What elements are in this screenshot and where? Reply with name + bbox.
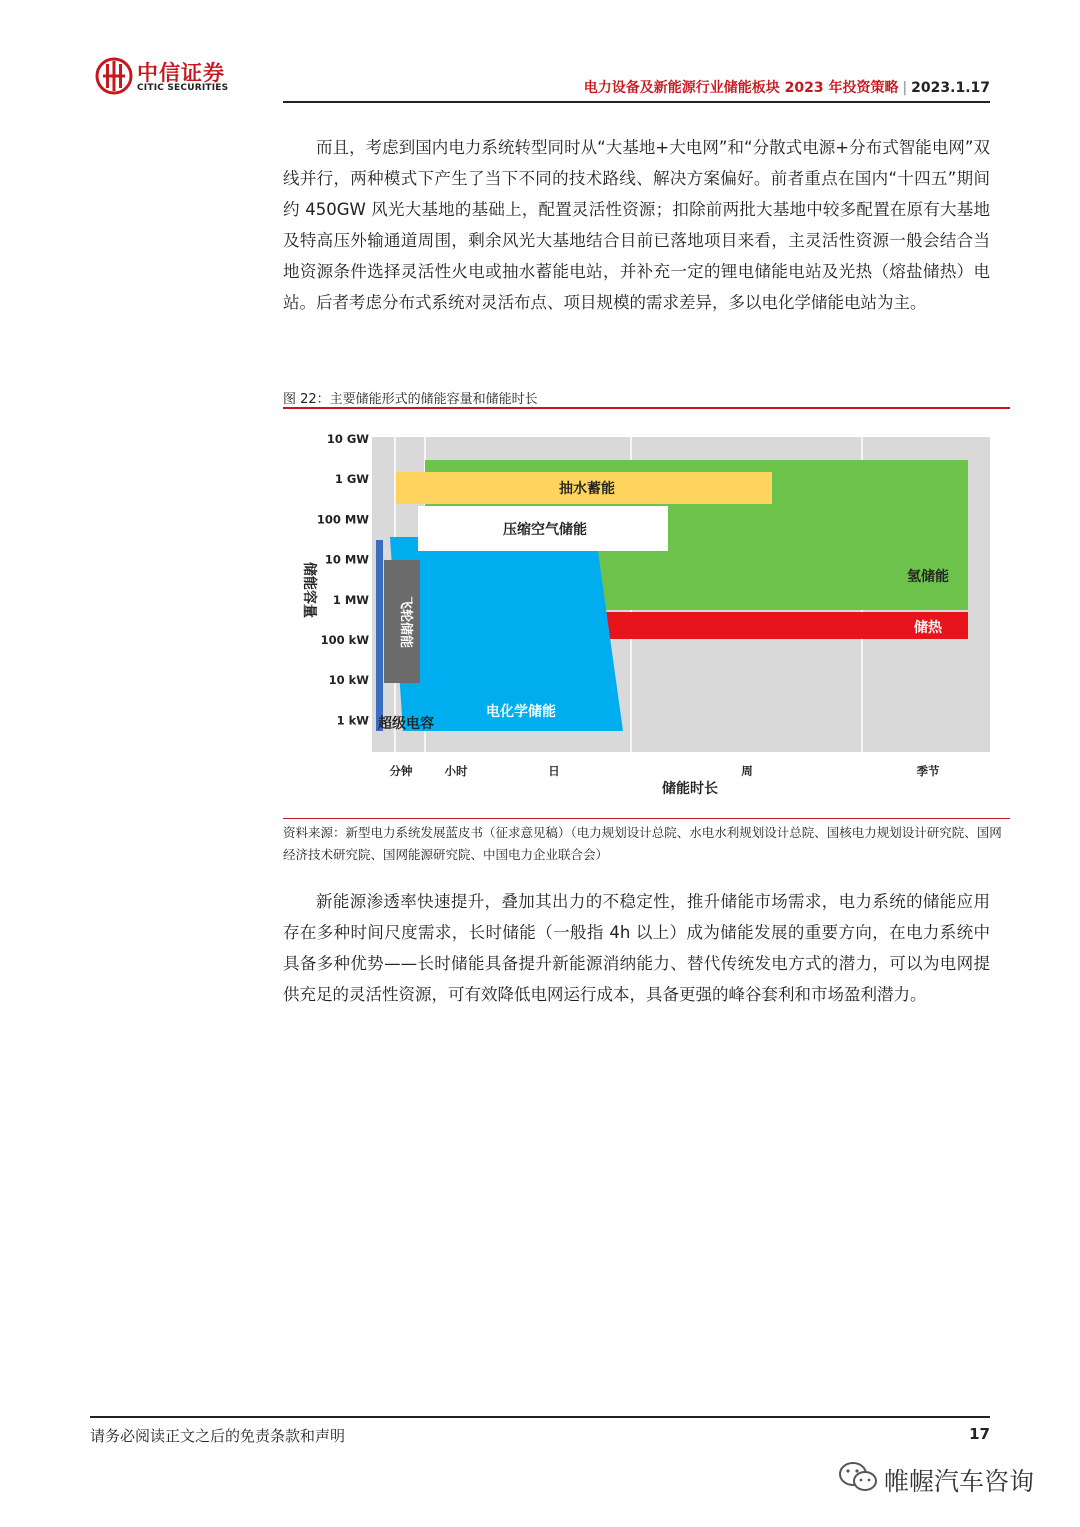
figure-source: 资料来源：新型电力系统发展蓝皮书（征求意见稿）（电力规划设计总院、水电水利规划设计总院、国核电力规划设计研究院、国网经济技术研究院、国网能源研究院、中国电力企业联合会）	[283, 825, 1002, 862]
label-flywheel: 飞轮储能	[398, 595, 413, 649]
brand-name-en: CITIC SECURITIES	[137, 83, 229, 93]
label-compressed-air: 压缩空气储能	[503, 522, 587, 538]
series-supercapacitor	[376, 540, 383, 731]
y-axis-label: 储能容量	[301, 562, 317, 618]
label-hydrogen-storage: 氢储能	[907, 569, 949, 585]
y-tick-label: 1 MW	[332, 592, 369, 607]
body-paragraph-2: 新能源渗透率快速提升，叠加其出力的不稳定性，推升储能市场需求，电力系统的储能应用存在多种时间尺度需求，长时储能（一般指 4h 以上）成为储能发展的重要方向，在电力系统中具备多种优势——长时储能具备提升新能源消纳能力、替代传统发电方式的潜力，可以为电网提供充足的灵活性资源，可有效降低电网运行成本，具备更强的峰谷套利和市场盈利潜力。	[283, 892, 990, 1004]
wechat-icon	[838, 1460, 880, 1494]
series-electrochemical	[390, 537, 623, 731]
x-tick-label: 分钟	[389, 764, 413, 778]
series-pumped-hydro	[396, 472, 772, 504]
y-tick-label: 100 MW	[316, 512, 369, 527]
watermark-text: 帷幄汽车咨询	[884, 1467, 1035, 1496]
area-supercapacitor	[376, 540, 383, 731]
label-pumped-hydro: 抽水蓄能	[559, 481, 615, 497]
label-electrochemical-storage: 电化学储能	[486, 704, 556, 720]
y-tick-label: 1 kW	[336, 713, 369, 728]
series-flywheel	[384, 560, 420, 683]
x-tick-label: 日	[548, 764, 560, 778]
label-supercapacitor: 超级电容	[378, 716, 434, 732]
watermark	[838, 1460, 1058, 1500]
y-tick-label: 10 kW	[328, 673, 369, 688]
header-separator: |	[902, 80, 908, 96]
report-date: 2023.1.17	[911, 80, 990, 96]
x-axis-label: 储能时长	[662, 781, 718, 797]
footer-divider	[90, 1416, 990, 1418]
x-tick-label: 周	[741, 764, 753, 778]
x-axis-ticks	[390, 764, 940, 778]
area-electrochemical-storage	[390, 537, 623, 731]
brand-name-cn: 中信证券	[137, 61, 225, 85]
y-axis-ticks	[317, 432, 369, 727]
citic-logo-icon	[95, 55, 133, 97]
figure-caption: 图 22：主要储能形式的储能容量和储能时长	[283, 392, 538, 407]
disclaimer-text: 请务必阅读正文之后的免责条款和声明	[90, 1427, 346, 1445]
y-tick-label: 10 MW	[324, 552, 369, 567]
figure-bottom-rule	[283, 818, 1010, 819]
page-number: 17	[969, 1425, 990, 1443]
x-tick-label: 小时	[444, 764, 468, 778]
report-header	[584, 77, 990, 97]
storage-capacity-duration-chart	[283, 410, 1013, 815]
body-paragraph-1: 而且，考虑到国内电力系统转型同时从“大基地+大电网”和“分散式电源+分布式智能电网”双线并行，两种模式下产生了当下不同的技术路线、解决方案偏好。前者重点在国内“十四五”期间约 450GW 风光大基地的基础上，配置灵活性资源；扣除前两批大基地中较多配置在原有大基地及特高压外输通道周围，剩余风光大基地结合目前已落地项目来看，主灵活性资源一般会结合当地资源条件选择灵活性火电或抽水蓄能电站，并补充一定的锂电储能电站及光热（熔盐储热）电站。后者考虑分布式系统对灵活布点、项目规模的需求差异，多以电化学储能电站为主。	[283, 138, 990, 312]
y-tick-label: 100 kW	[320, 633, 369, 647]
report-title: 电力设备及新能源行业储能板块 2023 年投资策略	[583, 80, 899, 96]
y-tick-label: 1 GW	[334, 472, 369, 487]
header-divider	[283, 101, 990, 103]
figure-top-rule	[283, 407, 1010, 409]
series-compressed-air	[418, 506, 668, 551]
brand-logo	[95, 55, 255, 100]
x-tick-label: 季节	[916, 764, 940, 778]
y-tick-label: 10 GW	[326, 432, 369, 446]
label-heat-storage: 储热	[914, 620, 942, 636]
